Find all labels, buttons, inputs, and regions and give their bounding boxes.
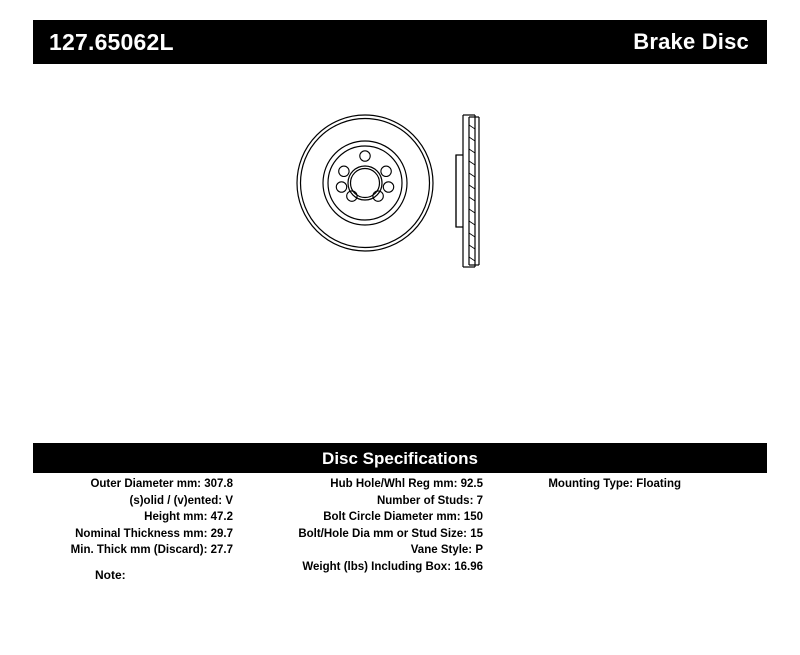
spec-item: Bolt Circle Diameter mm: 150 xyxy=(323,511,483,523)
rotor-vanes xyxy=(469,125,475,261)
spec-item: Mounting Type: Floating xyxy=(548,478,681,490)
spec-column-left xyxy=(33,476,233,559)
spec-item: Vane Style: P xyxy=(410,544,483,556)
rotor-hat-outer xyxy=(323,141,407,225)
spec-column-right xyxy=(483,476,767,493)
rotor-hub-hole xyxy=(348,166,382,200)
spec-item: Height mm: 47.2 xyxy=(144,511,233,523)
spec-columns xyxy=(33,476,767,586)
spec-item: Weight (lbs) Including Box: 16.96 xyxy=(302,560,483,573)
spec-item: Outer Diameter mm: 307.8 xyxy=(90,478,233,490)
spec-column-middle xyxy=(233,476,483,575)
part-number: 127.65062L xyxy=(49,28,174,55)
spec-title: Disc Specifications xyxy=(322,448,478,468)
spec-item: Nominal Thickness mm: 29.7 xyxy=(75,527,233,540)
product-drawing xyxy=(280,95,540,295)
header-bar xyxy=(33,20,767,64)
spec-item: Number of Studs: 7 xyxy=(376,494,483,507)
note-label: Note: xyxy=(95,568,126,582)
rotor-edge-profile xyxy=(456,115,479,267)
spec-item: Min. Thick mm (Discard): 27.7 xyxy=(70,544,233,556)
rotor-stud-holes xyxy=(336,151,393,202)
rotor-outer-edge xyxy=(297,115,433,251)
product-type: Brake Disc xyxy=(633,29,749,54)
rotor-outer-edge-inner xyxy=(301,119,430,248)
rotor-hub-hole-inner xyxy=(351,169,380,198)
spec-item: Bolt/Hole Dia mm or Stud Size: 15 xyxy=(298,527,483,540)
spec-item: Hub Hole/Whl Reg mm: 92.5 xyxy=(330,478,483,490)
rotor-drawing-svg xyxy=(280,95,540,295)
spec-title-bar xyxy=(33,443,767,473)
spec-item: (s)olid / (v)ented: V xyxy=(129,494,233,507)
